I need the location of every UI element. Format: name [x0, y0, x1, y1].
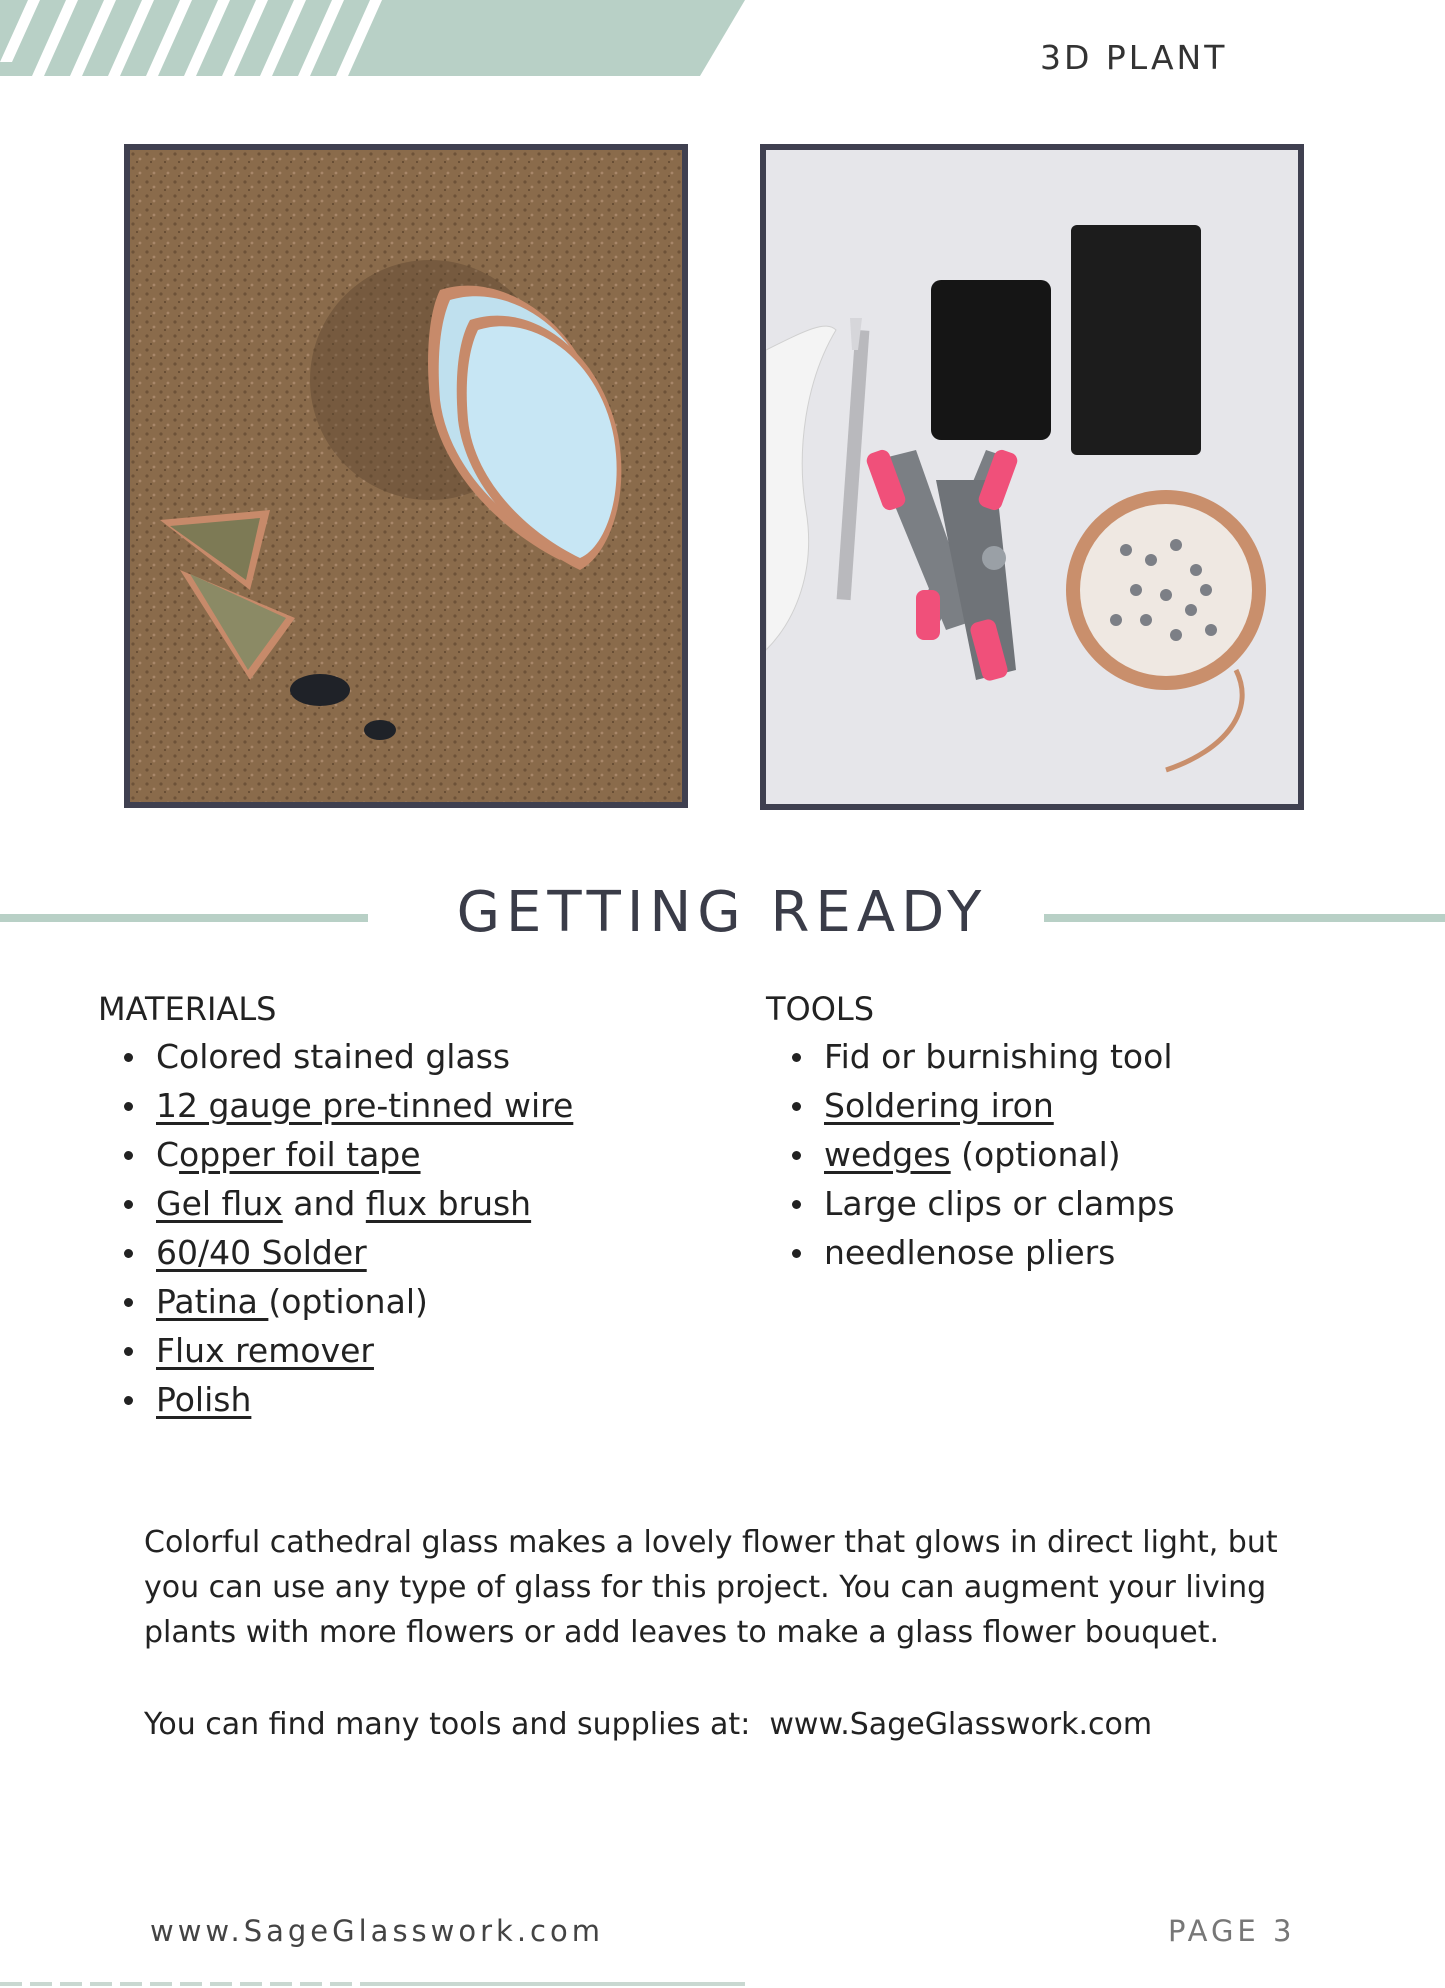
link-wedges[interactable]: wedges — [824, 1135, 951, 1174]
glass-pieces-photo — [124, 144, 688, 808]
link-flux-brush[interactable]: flux brush — [365, 1184, 532, 1223]
list-item[interactable]: Copper foil tape — [156, 1130, 573, 1179]
link-polish[interactable]: Polish — [156, 1380, 252, 1419]
link-solder[interactable]: 60/40 Solder — [156, 1233, 367, 1272]
materials-list — [98, 990, 573, 1424]
tools-list — [766, 990, 1175, 1277]
intro-paragraph: Colorful cathedral glass makes a lovely flower that glows in direct light, but you can use any type of glass for this project. You can augment your living plants with more flowers or add leaves to make a glass flower bouquet. — [144, 1525, 1278, 1650]
section-heading: GETTING READY — [456, 880, 988, 945]
list-item[interactable] — [156, 1228, 573, 1277]
list-item[interactable] — [156, 1081, 573, 1130]
header-stripe-banner — [0, 0, 745, 76]
list-item[interactable]: wedges (optional) — [824, 1130, 1175, 1179]
supplies-paragraph: You can find many tools and supplies at: www.SageGlasswork.com — [144, 1707, 1153, 1742]
tools-title: TOOLS — [766, 990, 875, 1028]
list-item[interactable] — [156, 1326, 573, 1375]
list-item[interactable] — [824, 1081, 1175, 1130]
materials-title: MATERIALS — [98, 990, 277, 1028]
link-patina[interactable]: Patina — [156, 1282, 269, 1321]
link-wire[interactable]: 12 gauge pre-tinned wire — [156, 1086, 574, 1125]
list-item: Colored stained glass — [156, 1032, 573, 1081]
list-item: Large clips or clamps — [824, 1179, 1175, 1228]
list-item: needlenose pliers — [824, 1228, 1175, 1277]
page-number: PAGE 3 — [1168, 1914, 1296, 1948]
footer-website[interactable]: www.SageGlasswork.com — [150, 1914, 604, 1948]
tools-photo — [760, 144, 1304, 810]
heading-rule-right — [1044, 914, 1445, 922]
list-item[interactable]: Patina (optional) — [156, 1277, 573, 1326]
link-gel-flux[interactable]: Gel flux — [156, 1184, 283, 1223]
link-soldering-iron[interactable]: Soldering iron — [824, 1086, 1054, 1125]
link-flux-remover[interactable]: Flux remover — [156, 1331, 374, 1370]
footer-dash-line — [0, 1980, 745, 1988]
list-item[interactable]: Gel flux and flux brush — [156, 1179, 573, 1228]
list-item[interactable] — [156, 1375, 573, 1424]
list-item: Fid or burnishing tool — [824, 1032, 1175, 1081]
heading-rule-left — [0, 914, 368, 922]
document-label: 3D PLANT — [1040, 38, 1228, 77]
link-copper-foil[interactable]: opper foil tape — [179, 1135, 421, 1174]
